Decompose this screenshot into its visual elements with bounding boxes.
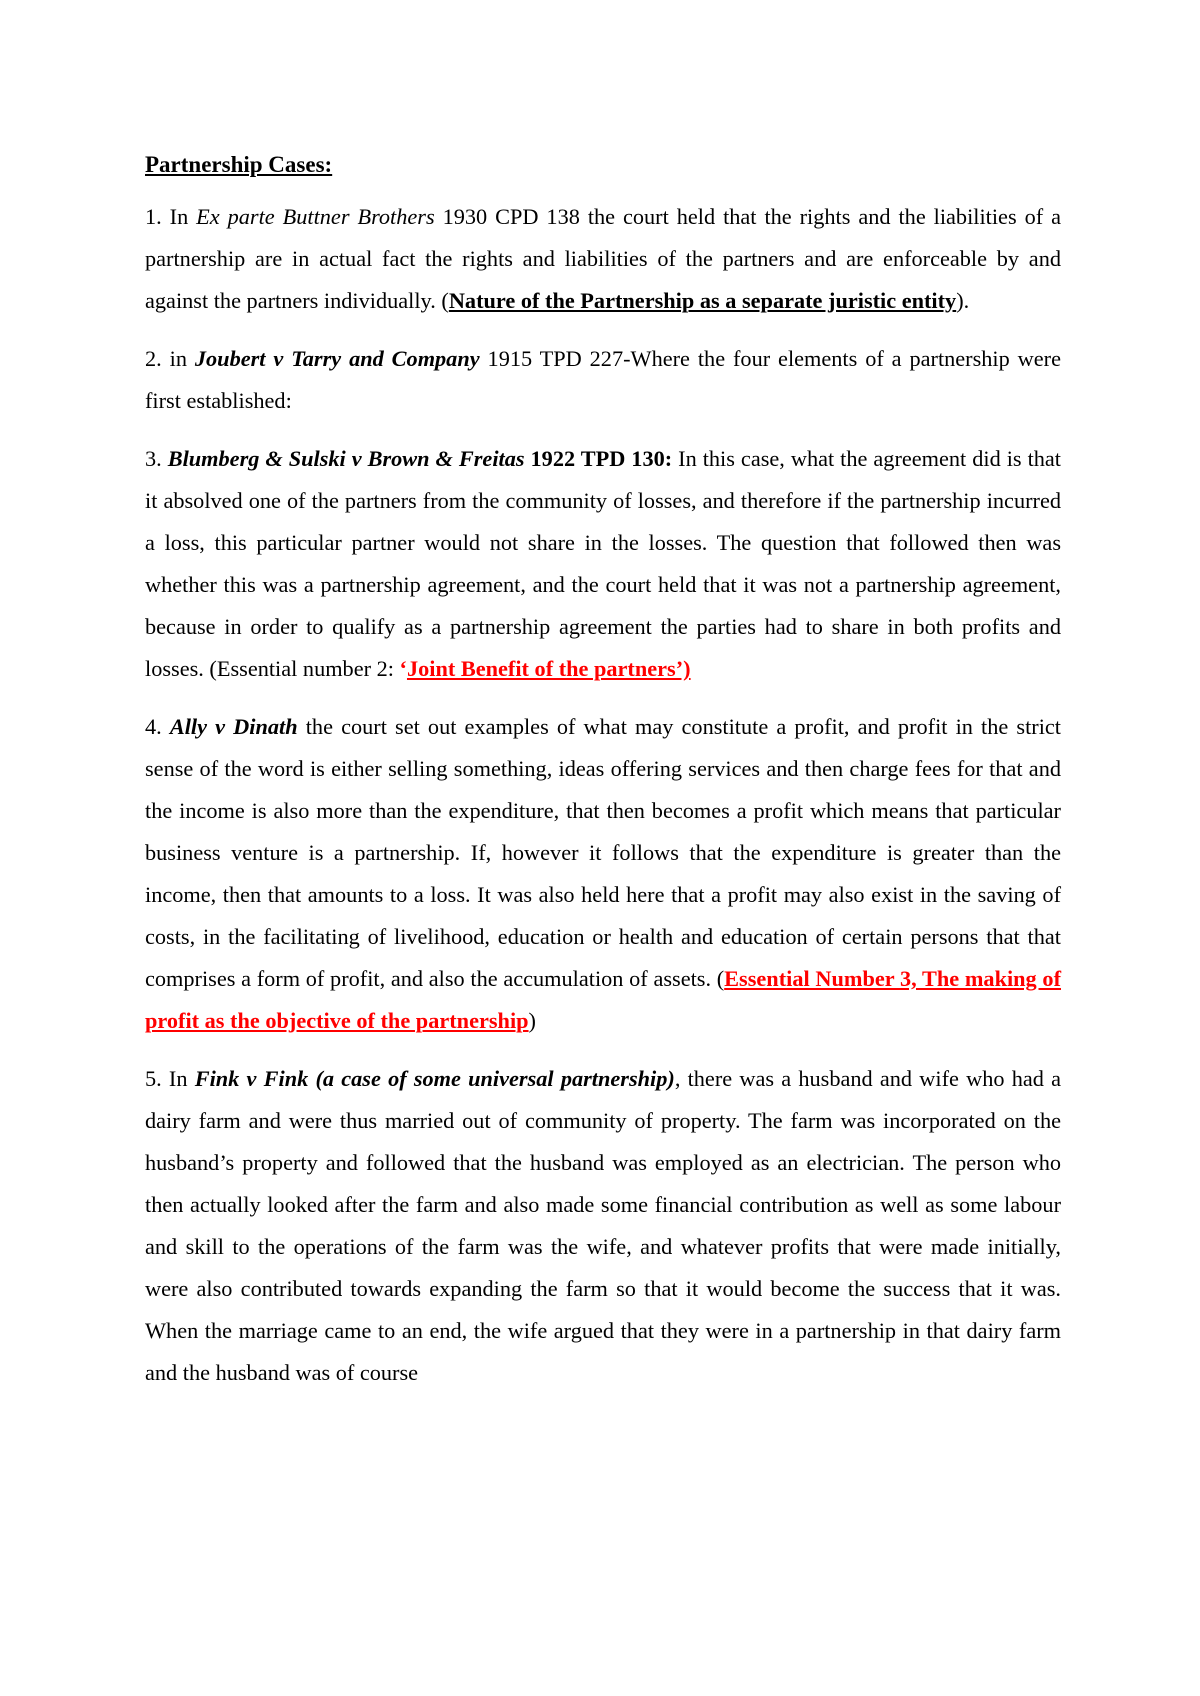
case-name: Ex parte Buttner Brothers: [196, 204, 435, 229]
paragraph-number: 1. In: [145, 204, 197, 229]
paragraph-number: 4.: [145, 714, 170, 739]
case-name: Fink v Fink (a case of some universal partnership): [194, 1066, 675, 1091]
essential-label: Joint Benefit of the partners’): [406, 656, 691, 681]
case-paragraph-3: [145, 438, 1061, 690]
case-paragraph-4: [145, 706, 1061, 1042]
paragraph-end: ): [528, 1008, 536, 1033]
case-name: Ally v Dinath: [169, 714, 298, 739]
essential-label: Nature of the Partnership as a separate juristic entity: [448, 288, 957, 313]
paragraph-text: the court set out examples of what may constitute a profit, and profit in the strict sense of the word is either selling something, ideas offering services and then charge fees for that and the income is also more than the expenditure, that then becomes a profit which means that particular business venture is a partnership. If, however it follows that the expenditure is greater than the income, then that amounts to a loss. It was also held here that a profit may also exist in the saving of costs, in the facilitating of livelihood, education or health and education of certain persons that that comprises a form of profit, and also the accumulation of assets. (: [145, 714, 1062, 991]
paragraph-end: ).: [956, 288, 970, 313]
paragraph-text: In this case, what the agreement did is that it absolved one of the partners from the community of losses, and therefore if the partnership incurred a loss, this particular partner would not share in the losses. The question that followed then was whether this was a partnership agreement, and the court held that it was not a partnership agreement, because in order to qualify as a partnership agreement the parties had to share in both profits and losses. (Essential number 2:: [145, 446, 1062, 681]
essential-label: Essential Number 3, The making of profit as the objective of the partnership: [145, 966, 1061, 1033]
case-name: Joubert v Tarry and Company: [194, 346, 480, 371]
paragraph-text: 1930 CPD 138 the court held that the rights and the liabilities of a partnership are in actual fact the rights and liabilities of the partners and are enforceable by and against the partners individually. (: [145, 204, 1061, 313]
page-title: Partnership Cases:: [145, 152, 333, 177]
paragraph-text: , there was a husband and wife who had a dairy farm and were thus married out of community of property. The farm was incorporated on the husband’s property and followed that the husband was employed as an electrician. The person who then actually looked after the farm and also made some financial contribution as well as some labour and skill to the operations of the farm was the wife, and whatever profits that were made initially, were also contributed towards expanding the farm so that it would become the success that it was. When the marriage came to an end, the wife argued that they were in a partnership in that dairy farm and the husband was of course: [145, 1066, 1061, 1385]
document-page: [145, 150, 1061, 1410]
opening-quote: ‘: [399, 656, 407, 681]
paragraph-number: 5. In: [145, 1066, 195, 1091]
case-paragraph-1: [145, 196, 1061, 322]
case-paragraph-5: [145, 1058, 1061, 1394]
case-paragraph-2: [145, 338, 1061, 422]
case-citation: 1922 TPD 130:: [524, 446, 673, 471]
paragraph-text: 1915 TPD 227-Where the four elements of a partnership were first established:: [145, 346, 1061, 413]
case-name: Blumberg & Sulski v Brown & Freitas: [167, 446, 525, 471]
paragraph-number: 3.: [145, 446, 168, 471]
paragraph-number: 2. in: [145, 346, 195, 371]
